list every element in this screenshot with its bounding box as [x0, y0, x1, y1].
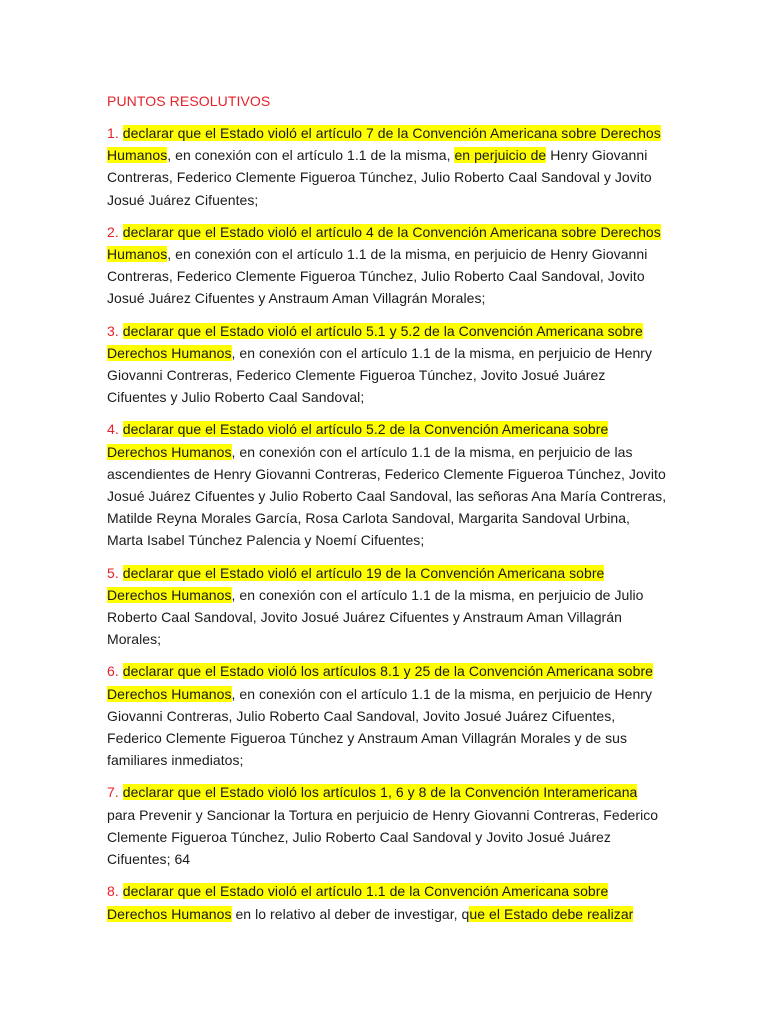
body-text: para Prevenir y Sancionar la Tortura en perjuicio de Henry Giovanni Contreras, Federico Clemente Figueroa Túnchez, Julio Roberto Caal Sandoval y Jovito Josué Juárez Cifuentes; 64 [107, 806, 659, 868]
item-number: 3. [107, 322, 119, 339]
item-number: 2. [107, 223, 119, 240]
highlighted-text: declarar que el Estado violó el artículo 4 de la Convención Americana sobre Derechos Humanos [107, 223, 661, 263]
highlighted-text: ue el Estado debe realizar [469, 905, 634, 922]
item-number: 7. [107, 784, 119, 801]
highlighted-text: declarar que el Estado violó los artículos 8.1 y 25 de la Convención Americana sobre Derechos Humanos [107, 663, 654, 702]
highlighted-text: declarar que el Estado violó los artículos 1, 6 y 8 de la Convención Interamericana [122, 784, 638, 801]
body-text: , en conexión con el artículo 1.1 de la misma, en perjuicio de Henry Giovanni Contreras, Julio Roberto Caal Sandoval, Jovito Josué Juárez Cifuentes, Federico Clemente Figueroa Túnchez y Anstraum Aman Villagrán Morales y de sus familiares inmediatos; [107, 685, 653, 769]
body-text: Henry Giovanni Contreras, Federico Clemente Figueroa Túnchez, Julio Roberto Caal Sandoval y Jovito Josué Juárez Cifuentes; [107, 147, 652, 208]
resolution-list [107, 122, 667, 925]
body-text: , en conexión con el artículo 1.1 de la misma, en perjuicio de Henry Giovanni Contreras, Federico Clemente Figueroa Túnchez, Jovito Josué Juárez Cifuentes y Julio Roberto Caal Sandoval; [107, 344, 653, 406]
resolution-item [107, 122, 667, 211]
resolution-item [107, 418, 667, 551]
item-number: 8. [107, 883, 119, 900]
resolution-item [107, 781, 667, 870]
body-text: , en conexión con el artículo 1.1 de la misma, en perjuicio de las ascendientes de Henry Giovanni Contreras, Federico Clemente Figueroa Túnchez, Jovito Josué Juárez Cifuentes y Julio Roberto Caal Sandoval, las señoras Ana María Contreras, Matilde Reyna Morales García, Rosa Carlota Sandoval, Margarita Sandoval Urbina, Marta Isabel Túnchez Palencia y Noemí Cifuentes; [107, 443, 667, 549]
item-number: 5. [107, 564, 119, 581]
document-heading: PUNTOS RESOLUTIVOS [107, 93, 271, 109]
highlighted-text: declarar que el Estado violó el artículo 7 de la Convención Americana sobre Derechos Humanos [107, 125, 661, 164]
highlighted-text: declarar que el Estado violó el artículo 1.1 de la Convención Americana sobre Derechos Humanos [107, 883, 609, 922]
resolution-item [107, 562, 667, 651]
item-number: 6. [107, 663, 119, 680]
document-page [107, 90, 667, 935]
body-text: , en conexión con el artículo 1.1 de la misma, [167, 147, 455, 164]
highlighted-text: declarar que el Estado violó el artículo 5.2 de la Convención Americana sobre Derechos Humanos [107, 421, 609, 460]
highlighted-text: declarar que el Estado violó el artículo 5.1 y 5.2 de la Convención Americana sobre Derechos Humanos [107, 322, 643, 361]
highlighted-text: declarar que el Estado violó el artículo 19 de la Convención Americana sobre Derechos Humanos [107, 564, 605, 603]
resolution-item [107, 880, 667, 924]
highlighted-text: en perjuicio de [454, 147, 547, 164]
item-number: 1. [107, 125, 119, 141]
body-text: , en conexión con el artículo 1.1 de la misma, en perjuicio de Henry Giovanni Contreras, Federico Clemente Figueroa Túnchez, Julio Roberto Caal Sandoval, Jovito Josué Juárez Cifuentes y Anstraum Aman Villagrán Morales; [107, 246, 648, 307]
body-text: en lo relativo al deber de investigar, q [231, 905, 470, 922]
resolution-item [107, 320, 667, 409]
resolution-item [107, 221, 667, 310]
item-number: 4. [107, 421, 119, 438]
body-text: , en conexión con el artículo 1.1 de la misma, en perjuicio de Julio Roberto Caal Sandoval, Jovito Josué Juárez Cifuentes y Anstraum Aman Villagrán Morales; [107, 586, 644, 648]
resolution-item [107, 660, 667, 771]
